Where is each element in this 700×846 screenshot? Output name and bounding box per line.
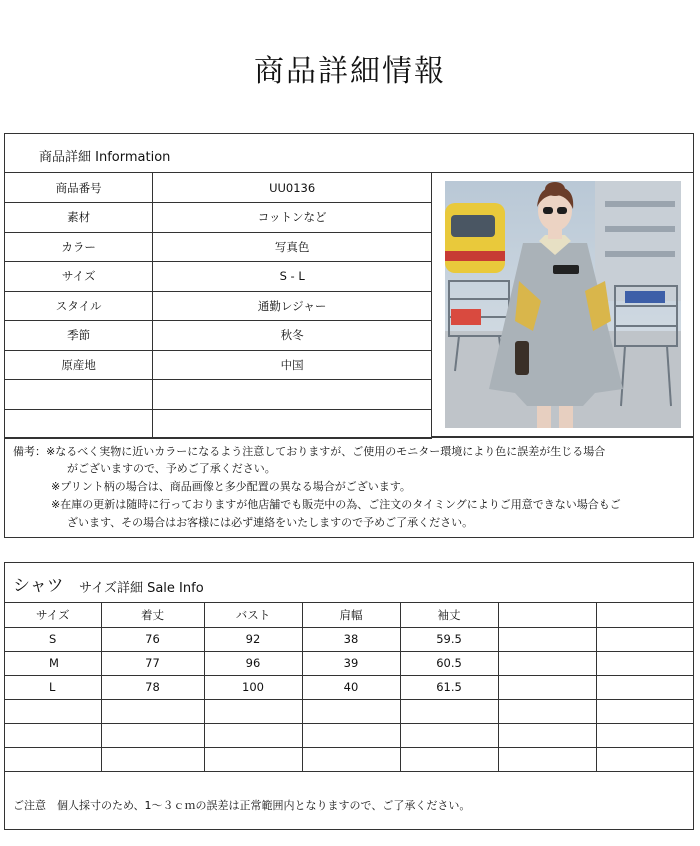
spec-label: スタイル <box>5 291 153 321</box>
spec-row <box>5 203 432 233</box>
size-cell: 39 <box>302 651 400 675</box>
spec-value: コットンなど <box>153 203 432 233</box>
spec-row <box>5 380 432 410</box>
size-cell <box>5 699 101 723</box>
size-cell: S <box>5 627 101 651</box>
spec-label: 季節 <box>5 321 153 351</box>
size-header-cell: 袖丈 <box>400 603 498 627</box>
size-cell <box>302 699 400 723</box>
size-cell: 78 <box>101 675 204 699</box>
size-cell <box>101 723 204 747</box>
size-cell: 100 <box>204 675 302 699</box>
size-cell <box>498 747 596 771</box>
note-line: がございますので、予めご了承ください。 <box>67 462 276 475</box>
size-header-cell <box>498 603 596 627</box>
size-row <box>5 723 693 747</box>
spec-label <box>5 409 153 439</box>
size-cell: 38 <box>302 627 400 651</box>
spec-value: 中国 <box>153 350 432 380</box>
size-cell: 61.5 <box>400 675 498 699</box>
spec-value: 通勤レジャー <box>153 291 432 321</box>
size-cell <box>596 627 693 651</box>
size-cell: 60.5 <box>400 651 498 675</box>
size-cell: 92 <box>204 627 302 651</box>
note-line: ※プリント柄の場合は、商品画像と多少配置の異なる場合がございます。 <box>51 480 411 493</box>
product-photo <box>445 181 681 428</box>
size-cell: 76 <box>101 627 204 651</box>
size-header-cell <box>596 603 693 627</box>
size-cell: L <box>5 675 101 699</box>
spec-row <box>5 173 432 203</box>
size-cell <box>498 723 596 747</box>
size-row <box>5 747 693 771</box>
spec-label <box>5 380 153 410</box>
size-cell <box>302 747 400 771</box>
spec-row <box>5 321 432 351</box>
details-header-label: 商品詳細 Information <box>39 150 171 165</box>
spec-value <box>153 409 432 439</box>
size-row <box>5 699 693 723</box>
spec-label: 原産地 <box>5 350 153 380</box>
spec-label: 商品番号 <box>5 173 153 203</box>
size-cell <box>596 699 693 723</box>
size-row <box>5 675 693 699</box>
size-row <box>5 627 693 651</box>
size-cell <box>5 723 101 747</box>
size-cell <box>498 627 596 651</box>
size-info-subtitle: サイズ詳細 Sale Info <box>79 581 204 596</box>
note-line: ※在庫の更新は随時に行っておりますが他店舗でも販売中の為、ご注文のタイミングによりご用意できない場合もご <box>51 498 621 511</box>
size-cell <box>5 747 101 771</box>
spec-row <box>5 232 432 262</box>
size-row <box>5 651 693 675</box>
spec-value: UU0136 <box>153 173 432 203</box>
size-info-header <box>5 563 693 603</box>
size-cell <box>596 747 693 771</box>
spec-row <box>5 291 432 321</box>
size-info-section <box>4 562 694 830</box>
note-line: ざいます、その場合はお客様には必ず連絡をいたしますので予めご了承ください。 <box>67 516 474 529</box>
size-cell: 40 <box>302 675 400 699</box>
note-line: 備考：※なるべく実物に近いカラーになるよう注意しておりますが、ご使用のモニター環境により色に誤差が生じる場合 <box>13 445 606 458</box>
size-header-cell: バスト <box>204 603 302 627</box>
size-cell: M <box>5 651 101 675</box>
size-cell <box>400 723 498 747</box>
product-photo-illustration <box>445 181 681 428</box>
spec-label: カラー <box>5 232 153 262</box>
size-header-cell: 肩幅 <box>302 603 400 627</box>
size-header-cell: 着丈 <box>101 603 204 627</box>
size-cell <box>101 747 204 771</box>
size-cell: 59.5 <box>400 627 498 651</box>
size-header-cell: サイズ <box>5 603 101 627</box>
size-cell <box>596 675 693 699</box>
size-cell <box>400 699 498 723</box>
size-table <box>5 603 693 772</box>
size-info-title: シャツ <box>13 576 64 596</box>
spec-value: 秋冬 <box>153 321 432 351</box>
spec-label: 素材 <box>5 203 153 233</box>
size-cell <box>204 747 302 771</box>
spec-row <box>5 262 432 292</box>
size-cell <box>400 747 498 771</box>
page-title: 商品詳細情報 <box>254 54 446 89</box>
size-cell <box>498 675 596 699</box>
spec-row <box>5 350 432 380</box>
size-header-row <box>5 603 693 627</box>
size-cell <box>498 651 596 675</box>
photo-cell <box>432 173 694 437</box>
notes-block <box>5 437 693 537</box>
spec-label: サイズ <box>5 262 153 292</box>
spec-row <box>5 409 432 439</box>
size-cell: 96 <box>204 651 302 675</box>
size-cell <box>302 723 400 747</box>
size-cell <box>204 699 302 723</box>
spec-table <box>5 173 432 439</box>
spec-value: S - L <box>153 262 432 292</box>
size-footnote: ご注意 個人採寸のため、1〜３ｃｍの誤差は正常範囲内となりますので、ご了承ください。 <box>13 799 471 812</box>
details-header <box>5 134 693 173</box>
size-cell <box>101 699 204 723</box>
product-details-section <box>4 133 694 538</box>
size-cell <box>204 723 302 747</box>
size-cell <box>498 699 596 723</box>
spec-value: 写真色 <box>153 232 432 262</box>
size-cell: 77 <box>101 651 204 675</box>
size-cell <box>596 723 693 747</box>
spec-value <box>153 380 432 410</box>
size-cell <box>596 651 693 675</box>
